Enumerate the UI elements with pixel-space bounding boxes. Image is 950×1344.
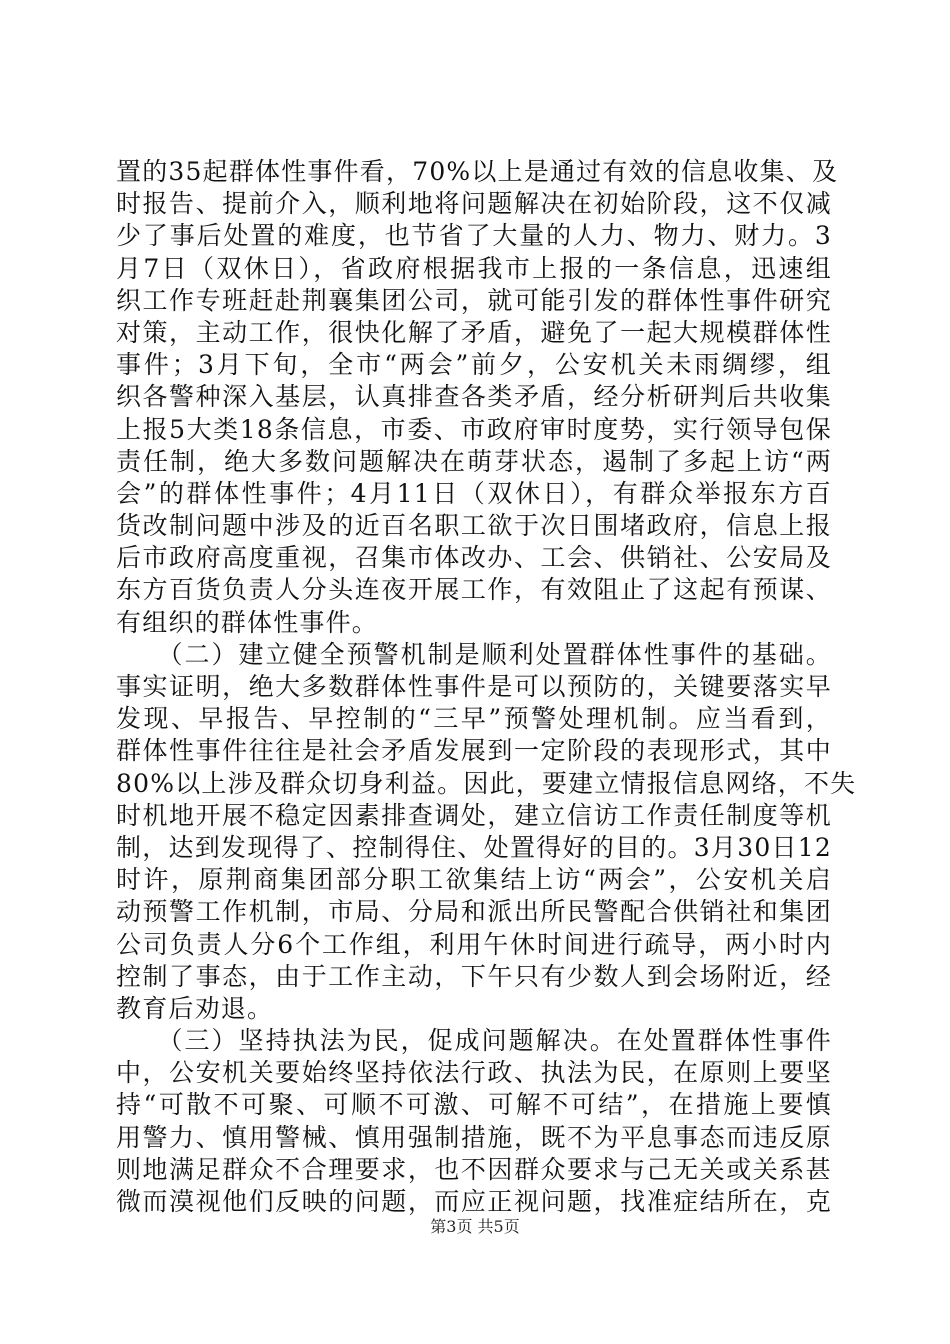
text-line: 置的35起群体性事件看，70%以上是通过有效的信息收集、及 [116, 157, 839, 186]
text-line: （二）建立健全预警机制是顺利处置群体性事件的基础。 [116, 639, 832, 669]
text-line: 有组织的群体性事件。 [116, 607, 379, 637]
text-line: 上报5大类18条信息，市委、市政府审时度势，实行领导包保 [116, 414, 832, 444]
text-line: 教育后劝退。 [116, 993, 274, 1023]
text-line: 动预警工作机制，市局、分局和派出所民警配合供销社和集团 [116, 897, 832, 927]
text-line: 中，公安机关要始终坚持依法行政、执法为民，在原则上要坚 [116, 1058, 832, 1088]
text-line: 微而漠视他们反映的问题，而应正视问题，找准症结所在，克 [116, 1187, 832, 1216]
text-line: 织工作专班赶赴荆襄集团公司，就可能引发的群体性事件研究 [116, 285, 832, 315]
text-line: 公司负责人分6个工作组，利用午休时间进行疏导，两小时内 [116, 929, 832, 959]
text-line: 织各警种深入基层，认真排查各类矛盾，经分析研判后共收集 [116, 382, 832, 412]
text-line: 用警力、慎用警械、慎用强制措施，既不为平息事态而违反原 [116, 1122, 832, 1152]
text-line: （三）坚持执法为民，促成问题解决。在处置群体性事件 [116, 1026, 832, 1056]
text-line: 群体性事件往往是社会矛盾发展到一定阶段的表现形式，其中 [116, 736, 832, 766]
text-line: 制，达到发现得了、控制得住、处置得好的目的。3月30日12 [116, 832, 832, 862]
text-line: 对策，主动工作，很快化解了矛盾，避免了一起大规模群体性 [116, 317, 832, 347]
text-line: 控制了事态，由于工作主动，下午只有少数人到会场附近，经 [116, 961, 832, 991]
text-line: 月7日（双休日），省政府根据我市上报的一条信息，迅速组 [116, 253, 832, 283]
text-line: 货改制问题中涉及的近百名职工欲于次日围堵政府，信息上报 [116, 511, 832, 541]
page-footer: 第3页 共5页 [430, 1217, 520, 1236]
text-line: 后市政府高度重视，召集市体改办、工会、供销社、公安局及 [116, 543, 832, 573]
text-line: 事实证明，绝大多数群体性事件是可以预防的，关键要落实早 [116, 672, 832, 701]
text-line: 80%以上涉及群众切身利益。因此，要建立情报信息网络，不失 [116, 768, 857, 798]
text-line: 则地满足群众不合理要求，也不因群众要求与己无关或关系甚 [116, 1154, 832, 1184]
text-line: 发现、早报告、早控制的“三早”预警处理机制。应当看到， [116, 704, 832, 734]
text-line: 会”的群体性事件；4月11日（双休日），有群众举报东方百 [116, 478, 832, 508]
text-line: 东方百货负责人分头连夜开展工作，有效阻止了这起有预谋、 [116, 575, 832, 605]
document-body [116, 156, 857, 1218]
text-line: 时许，原荆商集团部分职工欲集结上访“两会”，公安机关启 [116, 865, 832, 895]
text-line: 时机地开展不稳定因素排查调处，建立信访工作责任制度等机 [116, 800, 832, 830]
text-line: 持“可散不可聚、可顺不可激、可解不可结”，在措施上要慎 [116, 1090, 832, 1120]
text-line: 责任制，绝大多数问题解决在萌芽状态，遏制了多起上访“两 [116, 446, 832, 476]
text-line: 少了事后处置的难度，也节省了大量的人力、物力、财力。3 [116, 221, 832, 251]
text-line: 时报告、提前介入，顺利地将问题解决在初始阶段，这不仅减 [116, 189, 832, 219]
text-line: 事件；3月下旬，全市“两会”前夕，公安机关未雨绸缪，组 [116, 350, 832, 380]
